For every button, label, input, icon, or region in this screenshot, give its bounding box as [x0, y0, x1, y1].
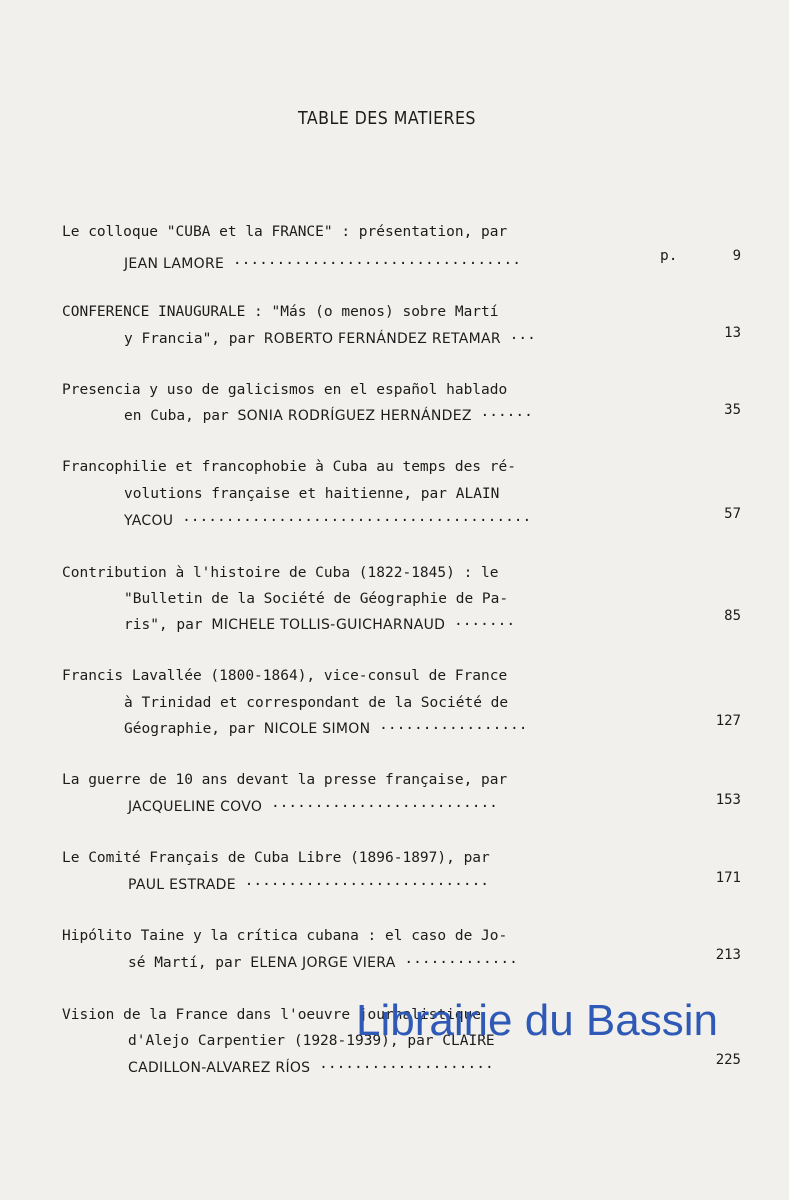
- entry-author: PAUL ESTRADE: [128, 877, 236, 893]
- entry-title-line: Hipólito Taine y la crítica cubana : el caso de Jo-: [62, 928, 508, 944]
- entry-author-line: [124, 615, 515, 635]
- leader-dots: ·················: [379, 721, 528, 737]
- entry-author-line: [124, 719, 528, 739]
- entry-title-line: à Trinidad et correspondant de la Société de: [124, 695, 509, 711]
- entry-title-line: volutions française et haitienne, par ALAIN: [124, 486, 500, 502]
- page-title: TABLE DES MATIERES: [298, 108, 476, 129]
- entry-page-number: 9: [732, 248, 741, 264]
- entry-author: JEAN LAMORE: [124, 256, 225, 272]
- leader-dots: ··························: [270, 799, 498, 815]
- entry-title-line: Le colloque "CUBA et la FRANCE" : présentation, par: [62, 224, 508, 240]
- entry-lead-text: en Cuba, par: [124, 408, 229, 424]
- entry-page-number: 213: [715, 947, 741, 963]
- entry-title-line: Presencia y uso de galicismos en el español hablado: [62, 382, 508, 398]
- entry-author: MICHELE TOLLIS-GUICHARNAUD: [211, 617, 446, 633]
- entry-title-line: La guerre de 10 ans devant la presse française, par: [62, 772, 508, 788]
- leader-dots: ······: [480, 408, 533, 424]
- entry-author-line: [124, 511, 531, 531]
- entry-author: NICOLE SIMON: [263, 721, 371, 737]
- entry-author-line: [128, 953, 518, 973]
- entry-author-line: [124, 254, 521, 274]
- leader-dots: ·································: [232, 256, 521, 272]
- entry-lead-text: y Francia", par: [124, 331, 255, 347]
- entry-author-line: [124, 329, 536, 349]
- entry-title-line: Francis Lavallée (1800-1864), vice-consul de France: [62, 668, 508, 684]
- entry-page-number: 171: [715, 870, 741, 886]
- entry-page-number: 225: [715, 1052, 741, 1068]
- entry-author-line: [124, 406, 533, 426]
- entry-page-number: 85: [724, 608, 741, 624]
- entry-author: ELENA JORGE VIERA: [250, 955, 396, 971]
- entry-lead-text: sé Martí, par: [128, 955, 242, 971]
- entry-page-number: 57: [724, 506, 741, 522]
- entry-lead-text: ris", par: [124, 617, 203, 633]
- page-prefix: p.: [660, 248, 678, 264]
- entry-author: CADILLON-ALVAREZ RÍOS: [128, 1060, 311, 1076]
- leader-dots: ····························: [244, 877, 490, 893]
- leader-dots: ·············: [404, 955, 518, 971]
- entry-title-line: "Bulletin de la Société de Géographie de Pa-: [124, 591, 509, 607]
- entry-author: JACQUELINE COVO: [128, 799, 263, 815]
- entry-author-line: [128, 1058, 494, 1078]
- entry-author: SONIA RODRÍGUEZ HERNÁNDEZ: [237, 408, 472, 424]
- entry-title-line: Le Comité Français de Cuba Libre (1896-1897), par: [62, 850, 490, 866]
- leader-dots: ····················: [319, 1060, 494, 1076]
- watermark: Librairie du Bassin: [356, 996, 718, 1045]
- entry-author-line: [128, 797, 498, 817]
- entry-page-number: 153: [715, 792, 741, 808]
- entry-page-number: 35: [724, 402, 741, 418]
- leader-dots: ········································: [182, 513, 532, 529]
- entry-title-line: Contribution à l'histoire de Cuba (1822-1845) : le: [62, 565, 499, 581]
- leader-dots: ·······: [453, 617, 516, 633]
- leader-dots: ···: [509, 331, 536, 347]
- entry-author-line: [128, 875, 489, 895]
- entry-lead-text: Géographie, par: [124, 721, 255, 737]
- entry-title-line: Francophilie et francophobie à Cuba au temps des ré-: [62, 459, 516, 475]
- entry-page-number: 13: [724, 325, 741, 341]
- entry-page-number: 127: [715, 713, 741, 729]
- entry-title-line: d'Alejo Carpentier (1928-1939), par CLAIRE: [128, 1033, 495, 1049]
- entry-author: YACOU: [124, 513, 174, 529]
- entry-author: ROBERTO FERNÁNDEZ RETAMAR: [263, 331, 501, 347]
- entry-title-line: CONFERENCE INAUGURALE : "Más (o menos) sobre Martí: [62, 304, 499, 320]
- entry-title-line: Vision de la France dans l'oeuvre journalistique: [62, 1007, 482, 1023]
